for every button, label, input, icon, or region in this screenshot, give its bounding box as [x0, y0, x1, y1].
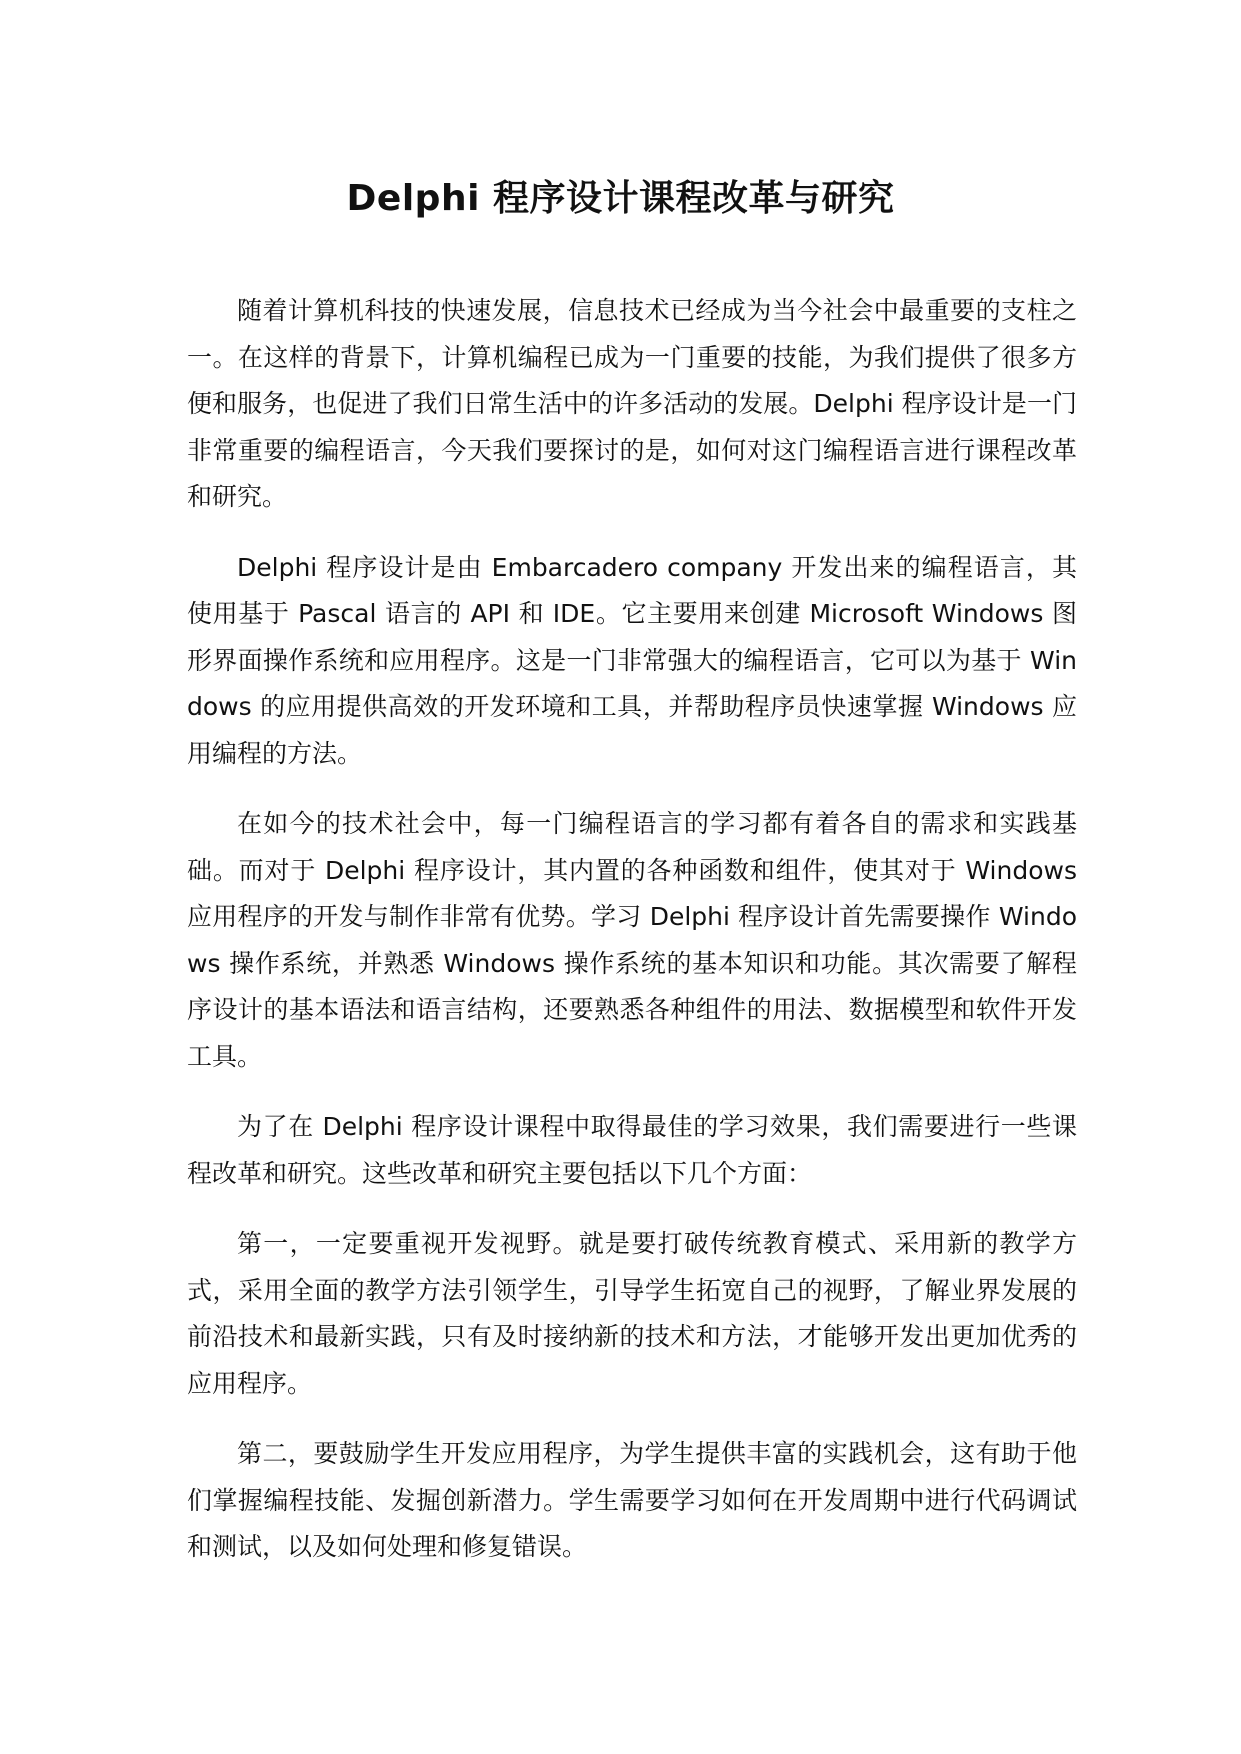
document-title: Delphi 程序设计课程改革与研究 — [346, 178, 895, 219]
paragraph-delphi-overview: Delphi 程序设计是由 Embarcadero company 开发出来的编程语言，其使用基于 Pascal 语言的 API 和 IDE。它主要用来创建 Microsoft Windows 图形界面操作系统和应用程序。这是一门非常强大的编程语言，它可以为基于 Windows 的应用提供高效的开发环境和工具，并帮助程序员快速掌握 Windows 应用编程的方法。 — [187, 552, 1077, 768]
document-body — [187, 288, 1077, 1595]
paragraph-learning-basis: 在如今的技术社会中，每一门编程语言的学习都有着各自的需求和实践基础。而对于 Delphi 程序设计，其内置的各种函数和组件，使其对于 Windows 应用程序的开发与制作非常有优势。学习 Delphi 程序设计首先需要操作 Windows 操作系统，并熟悉 Windows 操作系统的基本知识和功能。其次需要了解程序设计的基本语法和语言结构，还要熟悉各种组件的用法、数据模型和软件开发工具。 — [187, 809, 1077, 1071]
paragraph-point-one: 第一，一定要重视开发视野。就是要打破传统教育模式、采用新的教学方式，采用全面的教学方法引领学生，引导学生拓宽自己的视野，了解业界发展的前沿技术和最新实践，只有及时接纳新的技术和方法，才能够开发出更加优秀的应用程序。 — [187, 1229, 1077, 1398]
paragraph-point-two: 第二，要鼓励学生开发应用程序，为学生提供丰富的实践机会，这有助于他们掌握编程技能、发掘创新潜力。学生需要学习如何在开发周期中进行代码调试和测试，以及如何处理和修复错误。 — [187, 1439, 1077, 1561]
paragraph-reform-intro: 为了在 Delphi 程序设计课程中取得最佳的学习效果，我们需要进行一些课程改革和研究。这些改革和研究主要包括以下几个方面： — [187, 1112, 1077, 1188]
paragraph-intro: 随着计算机科技的快速发展，信息技术已经成为当今社会中最重要的支柱之一。在这样的背景下，计算机编程已成为一门重要的技能，为我们提供了很多方便和服务，也促进了我们日常生活中的许多活动的发展。Delphi 程序设计是一门非常重要的编程语言，今天我们要探讨的是，如何对这门编程语言进行课程改革和研究。 — [187, 296, 1077, 511]
